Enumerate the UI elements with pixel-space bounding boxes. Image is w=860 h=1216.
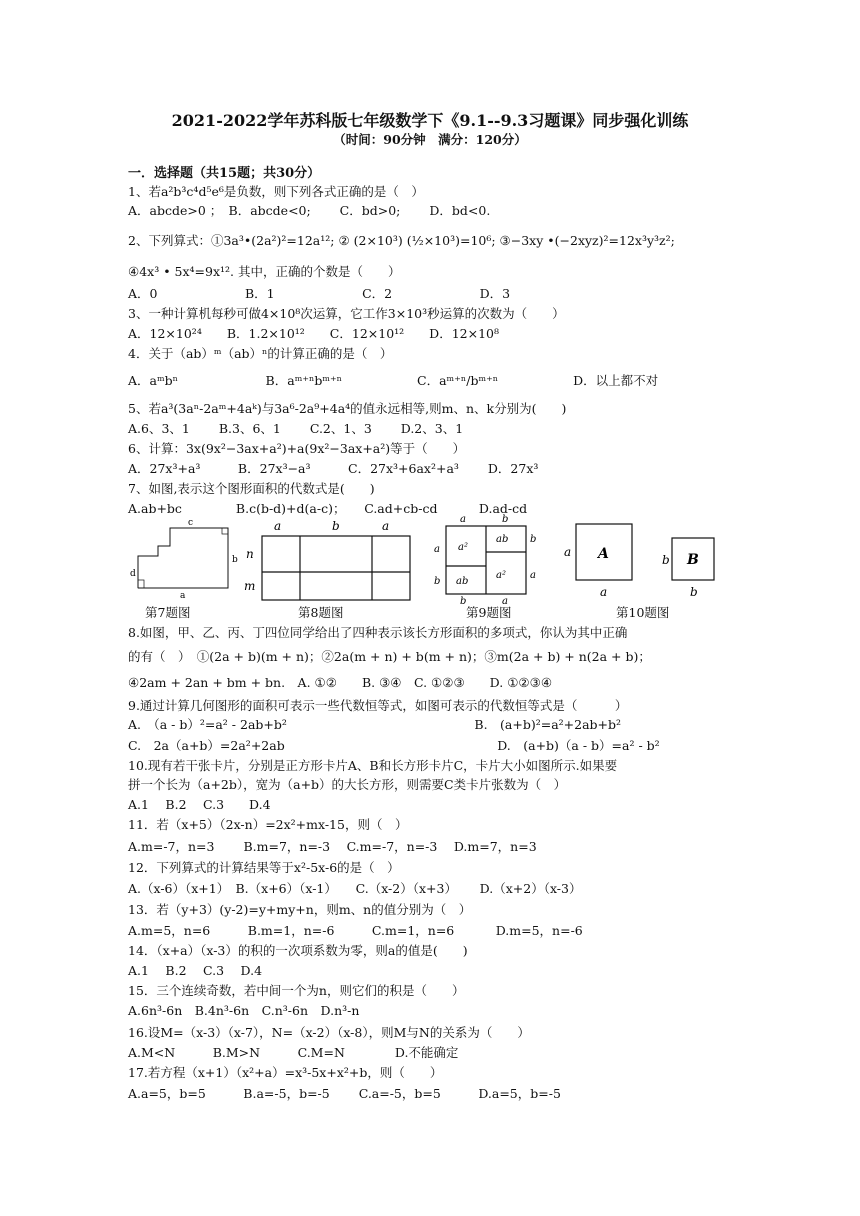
figure-8-caption: 第8题图 [298,605,344,620]
fig10-label-a-left: a [564,545,572,559]
page-subtitle: （时间：90分钟 满分：120分） [333,132,527,147]
fig9-left-b: b [434,576,441,587]
q12-options: A.（x-6）（x+1） B.（x+6）（x-1） C.（x-2）（x+3） D.（x+2）（x-3） [128,881,582,896]
figure-7 [128,518,240,600]
fig10-label-b-bottom: b [690,585,698,599]
figure-10 [560,518,730,602]
q15-stem: 15．三个连续奇数，若中间一个为n，则它们的积是（ ） [128,983,465,998]
q9-options-ab: A. （a - b）²=a² - 2ab+b² B. (a+b)²=a²+2ab+b² [128,717,622,732]
fig10-label-b-left: b [662,553,670,567]
fig7-label-b: b [232,555,238,565]
q14-options: A.1 B.2 C.3 D.4 [128,963,263,978]
fig8-side-m: m [244,579,256,593]
q9-stem: 9.通过计算几何图形的面积可表示一些代数恒等式，如图可表示的代数恒等式是（ ） [128,698,628,713]
q1-options: A．abcde>0 ； B．abcde<0; C．bd>0; D．bd<0. [128,203,491,218]
page-title: 2021-2022学年苏科版七年级数学下《9.1--9.3习题课》同步强化训练 [171,111,689,130]
q16-options: A.M<N B.M>N C.M=N D.不能确定 [128,1045,459,1060]
figure-9 [428,512,540,604]
fig9-left-a: a [434,544,440,555]
q13-stem: 13．若（y+3）(y-2)=y+my+n，则m、n的值分别为（ ） [128,902,472,917]
q10-stem-cont: 拼一个长为（a+2b），宽为（a+b）的大长方形，则需要C类卡片张数为（ ） [128,777,567,792]
q13-options: A.m=5，n=6 B.m=1，n=-6 C.m=1，n=6 D.m=5，n=-6 [128,923,583,938]
q8-stem: 8.如图，甲、乙、丙、丁四位同学给出了四种表示该长方形面积的多项式，你认为其中正确 [128,625,628,640]
q6-stem: 6、计算：3x(9x²−3ax+a²)+a(9x²−3ax+a²)等于（ ） [128,441,466,456]
fig9-cell-ab-top: ab [496,534,509,545]
fig9-right-a: a [530,570,536,581]
q2-options: A．0 B．1 C．2 D．3 [128,286,511,301]
figure-7-caption: 第7题图 [145,605,191,620]
fig10-square-B: B [687,552,699,568]
q17-stem: 17.若方程（x+1）（x²+a）=x³-5x+x²+b，则（ ） [128,1065,443,1080]
figure-10-caption: 第10题图 [616,605,670,620]
q5-options: A.6、3、1 B.3、6、1 C.2、1、3 D.2、3、1 [128,421,464,436]
q16-stem: 16.设M=（x-3）（x-7），N=（x-2）（x-8），则M与N的关系为（ ） [128,1025,530,1040]
fig10-square-A: A [598,546,609,562]
q5-stem: 5、若a³(3aⁿ-2aᵐ+4aᵏ)与3a⁶-2a⁹+4a⁴的值永远相等,则m、n、k分别为( ) [128,401,567,416]
q10-stem: 10.现有若干张卡片，分别是正方形卡片A、B和长方形卡片C，卡片大小如图所示.如果要 [128,758,618,773]
fig9-right-b: b [530,534,537,545]
fig8-top-a1: a [274,519,282,533]
q12-stem: 12．下列算式的计算结果等于x²-5x-6的是（ ） [128,860,400,875]
q3-options: A．12×10²⁴ B．1.2×10¹² C．12×10¹² D．12×10⁸ [128,326,499,341]
fig7-label-d: d [130,569,136,579]
q7-stem: 7、如图,表示这个图形面积的代数式是( ) [128,481,375,496]
fig9-cell-a2-bottom: a² [496,570,506,581]
fig8-top-a2: a [382,519,390,533]
section-heading: 一．选择题（共15题；共30分） [128,166,321,181]
figure-8 [242,516,414,604]
fig7-label-a: a [180,591,186,600]
fig9-bottom-b: b [460,596,467,604]
fig9-bottom-a: a [502,596,508,604]
fig8-top-b: b [332,519,340,533]
q2-stem: 2、下列算式：①3a³•(2a²)²=12a¹²; ② (2×10³) (½×10³)=10⁶; ③−3xy •(−2xyz)²=12x³y³z²; [128,233,675,248]
q9-options-cd: C. 2a（a+b）=2a²+2ab D. (a+b)（a - b）=a² - b² [128,738,660,753]
q15-options: A.6n³-6n B.4n³-6n C.n³-6n D.n³-n [128,1003,360,1018]
q1-stem: 1、若a²b³c⁴d⁵e⁶是负数，则下列各式正确的是（ ） [128,184,424,199]
fig9-cell-a2-top: a² [458,542,468,553]
q6-options: A．27x³+a³ B．27x³−a³ C．27x³+6ax²+a³ D．27x³ [128,461,539,476]
fig9-cell-ab-bottom: ab [456,576,469,587]
q4-stem: 4．关于（ab）ᵐ（ab）ⁿ的计算正确的是（ ） [128,346,393,361]
q4-options: A．aᵐbⁿ B．aᵐ⁺ⁿbᵐ⁺ⁿ C．aᵐ⁺ⁿ/bᵐ⁺ⁿ D．以上都不对 [128,373,659,388]
fig10-label-a-bottom: a [600,585,608,599]
q7-options: A.ab+bc B.c(b-d)+d(a-c)； C.ad+cb-cd D.ad-cd [128,501,528,516]
q10-options: A.1 B.2 C.3 D.4 [128,797,271,812]
fig9-top-a: a [460,514,466,525]
figure-9-caption: 第9题图 [466,605,512,620]
fig9-top-b: b [502,514,509,525]
fig7-label-c: c [188,518,194,528]
q8-stem-cont: 的有（ ） ①(2a + b)(m + n)；②2a(m + n) + b(m + n)；③m(2a + b) + n(2a + b)； [128,649,651,664]
q11-stem: 11．若（x+5）（2x-n）=2x²+mx-15，则（ ） [128,817,408,832]
fig8-side-n: n [246,547,254,561]
q3-stem: 3、一种计算机每秒可做4×10⁸次运算，它工作3×10³秒运算的次数为（ ） [128,306,565,321]
q8-options: ④2am + 2an + bm + bn. A. ①② B. ③④ C. ①②③ D. ①②③④ [128,675,553,690]
q17-options: A.a=5，b=5 B.a=-5，b=-5 C.a=-5，b=5 D.a=5，b=-5 [128,1086,561,1101]
q2-stem-cont: ④4x³ • 5x⁴=9x¹². 其中，正确的个数是（ ） [128,264,401,279]
q11-options: A.m=-7，n=3 B.m=7，n=-3 C.m=-7，n=-3 D.m=7，n=3 [128,839,537,854]
q14-stem: 14．（x+a）（x-3）的积的一次项系数为零，则a的值是( ) [128,943,468,958]
